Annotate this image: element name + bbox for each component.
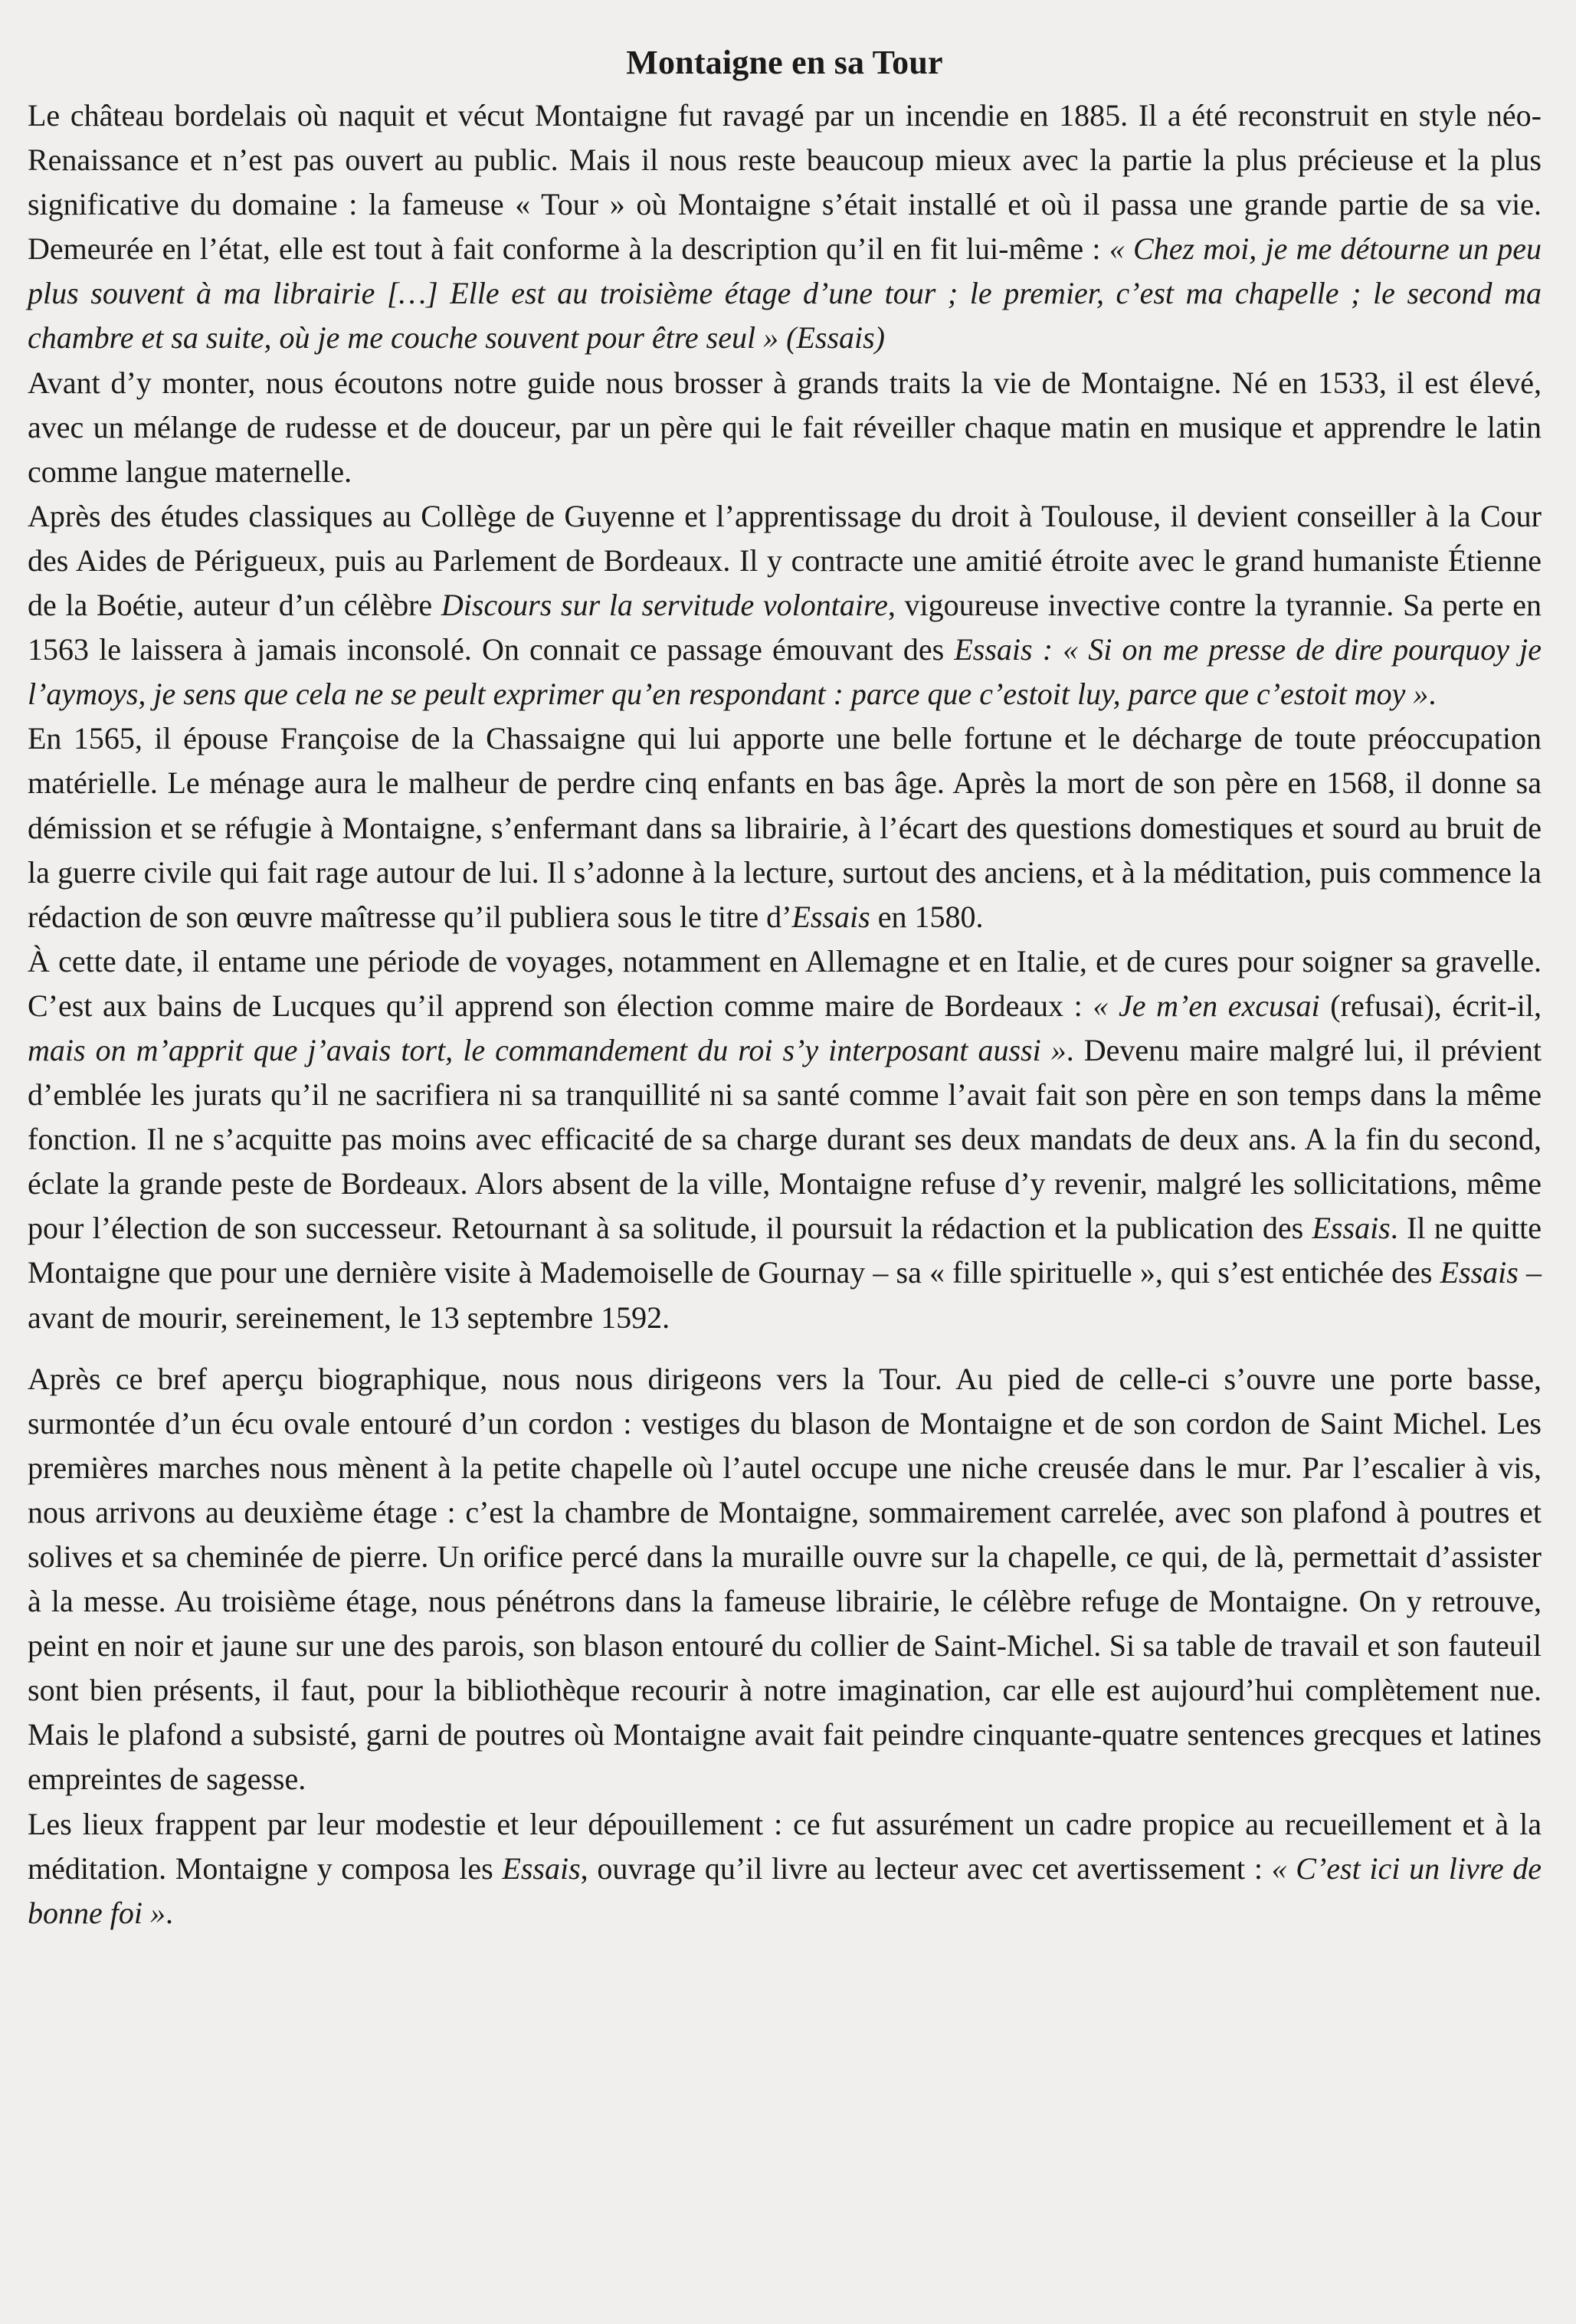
paragraph-7 [28,1802,1542,1936]
italic-run: Essais [791,899,870,934]
text-run: À cette date, il entame une période de voyages, notamment en Allemagne et en Italie, et de cures pour soigner sa gravelle. C’est aux bains de Lucques qu’il apprend son élection comme maire de Bordeaux : [28,943,1542,1023]
text-run: – avant de mourir, sereinement, le 13 septembre 1592. [28,1255,1542,1335]
text-run: . [165,1895,173,1930]
paragraph-3 [28,494,1542,716]
paragraph-4 [28,716,1542,939]
italic-run: Essais : « Si on me presse de dire pourquoy je l’aymoys, je sens que cela ne se peult exprimer qu’en respondant : parce que c’estoit luy, parce que c’estoit moy » [28,632,1542,712]
italic-run: Essais [502,1850,581,1886]
text-run: en 1580. [870,899,984,934]
text-run: En 1565, il épouse Françoise de la Chassaigne qui lui apporte une belle fortune et le décharge de toute préoccupation matérielle. Le ménage aura le malheur de perdre cinq enfants en bas âge. Après la mort de son père en 1568, il donne sa démission et se réfugie à Montaigne, s’enfermant dans sa librairie, à l’écart des questions domestiques et sourd au bruit de la guerre civile qui fait rage autour de lui. Il s’adonne à la lecture, surtout des anciens, et à la méditation, puis commence la rédaction de son œuvre maîtresse qu’il publiera sous le titre d’ [28,721,1542,934]
text-run: , ouvrage qu’il livre au lecteur avec cet avertissement : [580,1850,1272,1886]
text-run: Les lieux frappent par leur modestie et leur dépouillement : ce fut assurément un cadre propice au recueillement et à la méditation. Montaigne y composa les [28,1806,1542,1886]
text-run: . [1428,677,1437,712]
text-run: Après ce bref aperçu biographique, nous nous dirigeons vers la Tour. Au pied de celle-ci s’ouvre une porte basse, surmontée d’un écu ovale entouré d’un cordon : vestiges du blason de Montaigne et de son cordon de Saint Michel. Les premières marches nous mènent à la petite chapelle où l’autel occupe une niche creusée dans le mur. Par l’escalier à vis, nous arrivons au deuxième étage : c’est la chambre de Montaigne, sommairement carrelée, avec son plafond à poutres et solives et sa cheminée de pierre. Un orifice percé dans la muraille ouvre sur la chapelle, ce qui, de là, permettait d’assister à la messe. Au troisième étage, nous pénétrons dans la fameuse librairie, le célèbre refuge de Montaigne. On y retrouve, peint en noir et jaune sur une des parois, son blason entouré du collier de Saint-Michel. Si sa table de travail et son fauteuil sont bien présents, il faut, pour la bibliothèque recourir à notre imagination, car elle est aujourd’hui complètement nue. Mais le plafond a subsisté, garni de poutres où Montaigne avait fait peindre cinquante-quatre sentences grecques et latines empreintes de sagesse. [28,1361,1542,1797]
text-run: , vigoureuse invective contre la tyrannie. Sa perte en 1563 le laissera à jamais inconsolé. On connait ce passage émouvant des [28,588,1542,667]
text-run: . Devenu maire malgré lui, il prévient d’emblée les jurats qu’il ne sacrifiera ni sa tranquillité ni sa santé comme l’avait fait son père en son temps dans la même fonction. Il ne s’acquitte pas moins avec efficacité de sa charge durant ses deux mandats de deux ans. A la fin du second, éclate la grande peste de Bordeaux. Alors absent de la ville, Montaigne refuse d’y revenir, malgré les sollicitations, même pour l’élection de son successeur. Retournant à sa solitude, il poursuit la rédaction et la publication des [28,1032,1542,1246]
text-run: Après des études classiques au Collège de Guyenne et l’apprentissage du droit à Toulouse, il devient conseiller à la Cour des Aides de Périgueux, puis au Parlement de Bordeaux. Il y contracte une amitié étroite avec le grand humaniste Étienne de la Boétie, auteur d’un célèbre [28,498,1542,623]
italic-run: « Je m’en excusai [1093,988,1320,1023]
article [28,40,1542,1936]
text-run: (refusai), écrit-il, [1319,988,1542,1023]
paragraph-2 [28,361,1542,494]
italic-run: Essais [1312,1211,1391,1246]
text-run: Le château bordelais où naquit et vécut Montaigne fut ravagé par un incendie en 1885. Il a été reconstruit en style néo-Renaissance et n’est pas ouvert au public. Mais il nous reste beaucoup mieux avec la partie la plus précieuse et la plus significative du domaine : la fameuse « Tour » où Montaigne s’était installé et où il passa une grande partie de sa vie. Demeurée en l’état, elle est tout à fait conforme à la description qu’il en fit lui-même : [28,98,1542,267]
text-run: . Il ne quitte Montaigne que pour une dernière visite à Mademoiselle de Gournay – sa « fille spirituelle », qui s’est entichée des [28,1211,1542,1290]
paragraph-5 [28,939,1542,1340]
italic-run: « Chez moi, je me détourne un peu plus souvent à ma librairie […] Elle est au troisième étage d’une tour ; le premier, c’est ma chapelle ; le second ma chambre et sa suite, où je me couche souvent pour être seul » (Essais) [28,231,1542,356]
italic-run: Essais [1440,1255,1519,1290]
italic-run: mais on m’apprit que j’avais tort, le commandement du roi s’y interposant aussi » [28,1032,1067,1067]
italic-run: Discours sur la servitude volontaire [441,588,888,623]
text-run: Avant d’y monter, nous écoutons notre guide nous brosser à grands traits la vie de Montaigne. Né en 1533, il est élevé, avec un mélange de rudesse et de douceur, par un père qui le fait réveiller chaque matin en musique et apprendre le latin comme langue maternelle. [28,365,1542,489]
paragraph-1 [28,93,1542,361]
article-title: Montaigne en sa Tour [626,44,943,81]
italic-run: « C’est ici un livre de bonne foi » [28,1850,1542,1930]
paragraph-6 [28,1357,1542,1802]
